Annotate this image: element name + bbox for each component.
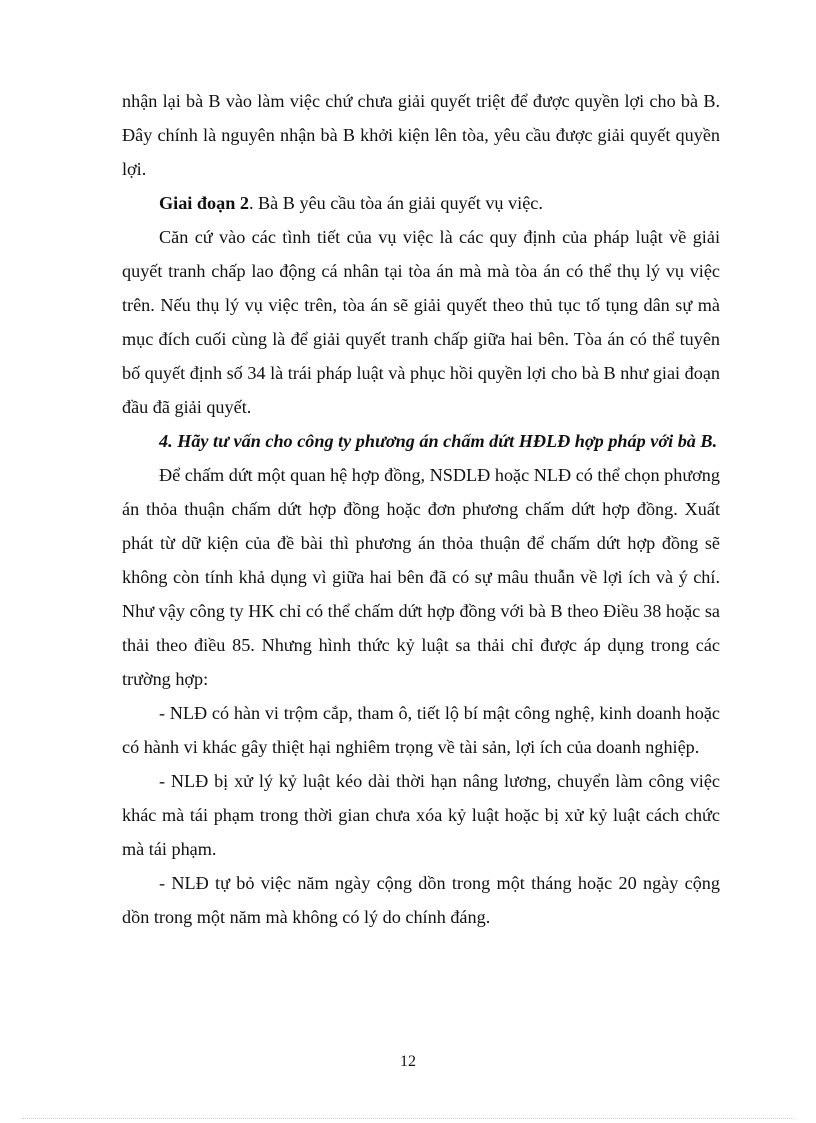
list-item-repeat-violation: - NLĐ bị xử lý kỷ luật kéo dài thời hạn nâng lương, chuyển làm công việc khác mà tái phạm trong thời gian chưa xóa kỷ luật hoặc bị xử kỷ luật cách chức mà tái phạm.: [122, 771, 720, 859]
section-heading-4: 4. Hãy tư vấn cho công ty phương án chấm dứt HĐLĐ hợp pháp với bà B.: [159, 431, 718, 451]
page-number: 12: [400, 1053, 416, 1070]
paragraph-court-basis: Căn cứ vào các tình tiết của vụ việc là các quy định của pháp luật về giải quyết tranh chấp lao động cá nhân tại tòa án mà mà tòa án có thể thụ lý vụ việc trên. Nếu thụ lý vụ việc trên, tòa án sẽ giải quyết theo thủ tục tố tụng dân sự mà mục đích cuối cùng là để giải quyết tranh chấp giữa hai bên. Tòa án có thể tuyên bố quyết định số 34 là trái pháp luật và phục hồi quyền lợi cho bà B như giai đoạn đầu đã giải quyết.: [122, 227, 720, 417]
page-body: [122, 84, 720, 934]
list-item-theft: - NLĐ có hàn vi trộm cắp, tham ô, tiết lộ bí mật công nghệ, kinh doanh hoặc có hành vi khác gây thiệt hại nghiêm trọng về tài sản, lợi ích của doanh nghiệp.: [122, 703, 720, 757]
page-bottom-divider: [22, 1118, 794, 1119]
stage-2-label: Giai đoạn 2: [159, 193, 249, 213]
paragraph-stage-2: [122, 186, 720, 220]
paragraph-termination-options: Để chấm dứt một quan hệ hợp đồng, NSDLĐ hoặc NLĐ có thể chọn phương án thỏa thuận chấm dứt hợp đồng hoặc đơn phương chấm dứt hợp đồng. Xuất phát từ dữ kiện của đề bài thì phương án thỏa thuận để chấm dứt hợp đồng sẽ không còn tính khả dụng vì giữa hai bên đã có sự mâu thuẫn về lợi ích và ý chí. Như vậy công ty HK chỉ có thể chấm dứt hợp đồng với bà B theo Điều 38 hoặc sa thải theo điều 85. Nhưng hình thức kỷ luật sa thải chỉ được áp dụng trong các trường hợp:: [122, 465, 720, 689]
list-item-absence: - NLĐ tự bỏ việc năm ngày cộng dồn trong một tháng hoặc 20 ngày cộng dồn trong một năm mà không có lý do chính đáng.: [122, 873, 720, 927]
paragraph-continuation: nhận lại bà B vào làm việc chứ chưa giải quyết triệt để được quyền lợi cho bà B. Đây chính là nguyên nhận bà B khởi kiện lên tòa, yêu cầu được giải quyết quyền lợi.: [122, 91, 720, 179]
stage-2-text: . Bà B yêu cầu tòa án giải quyết vụ việc.: [248, 193, 543, 213]
